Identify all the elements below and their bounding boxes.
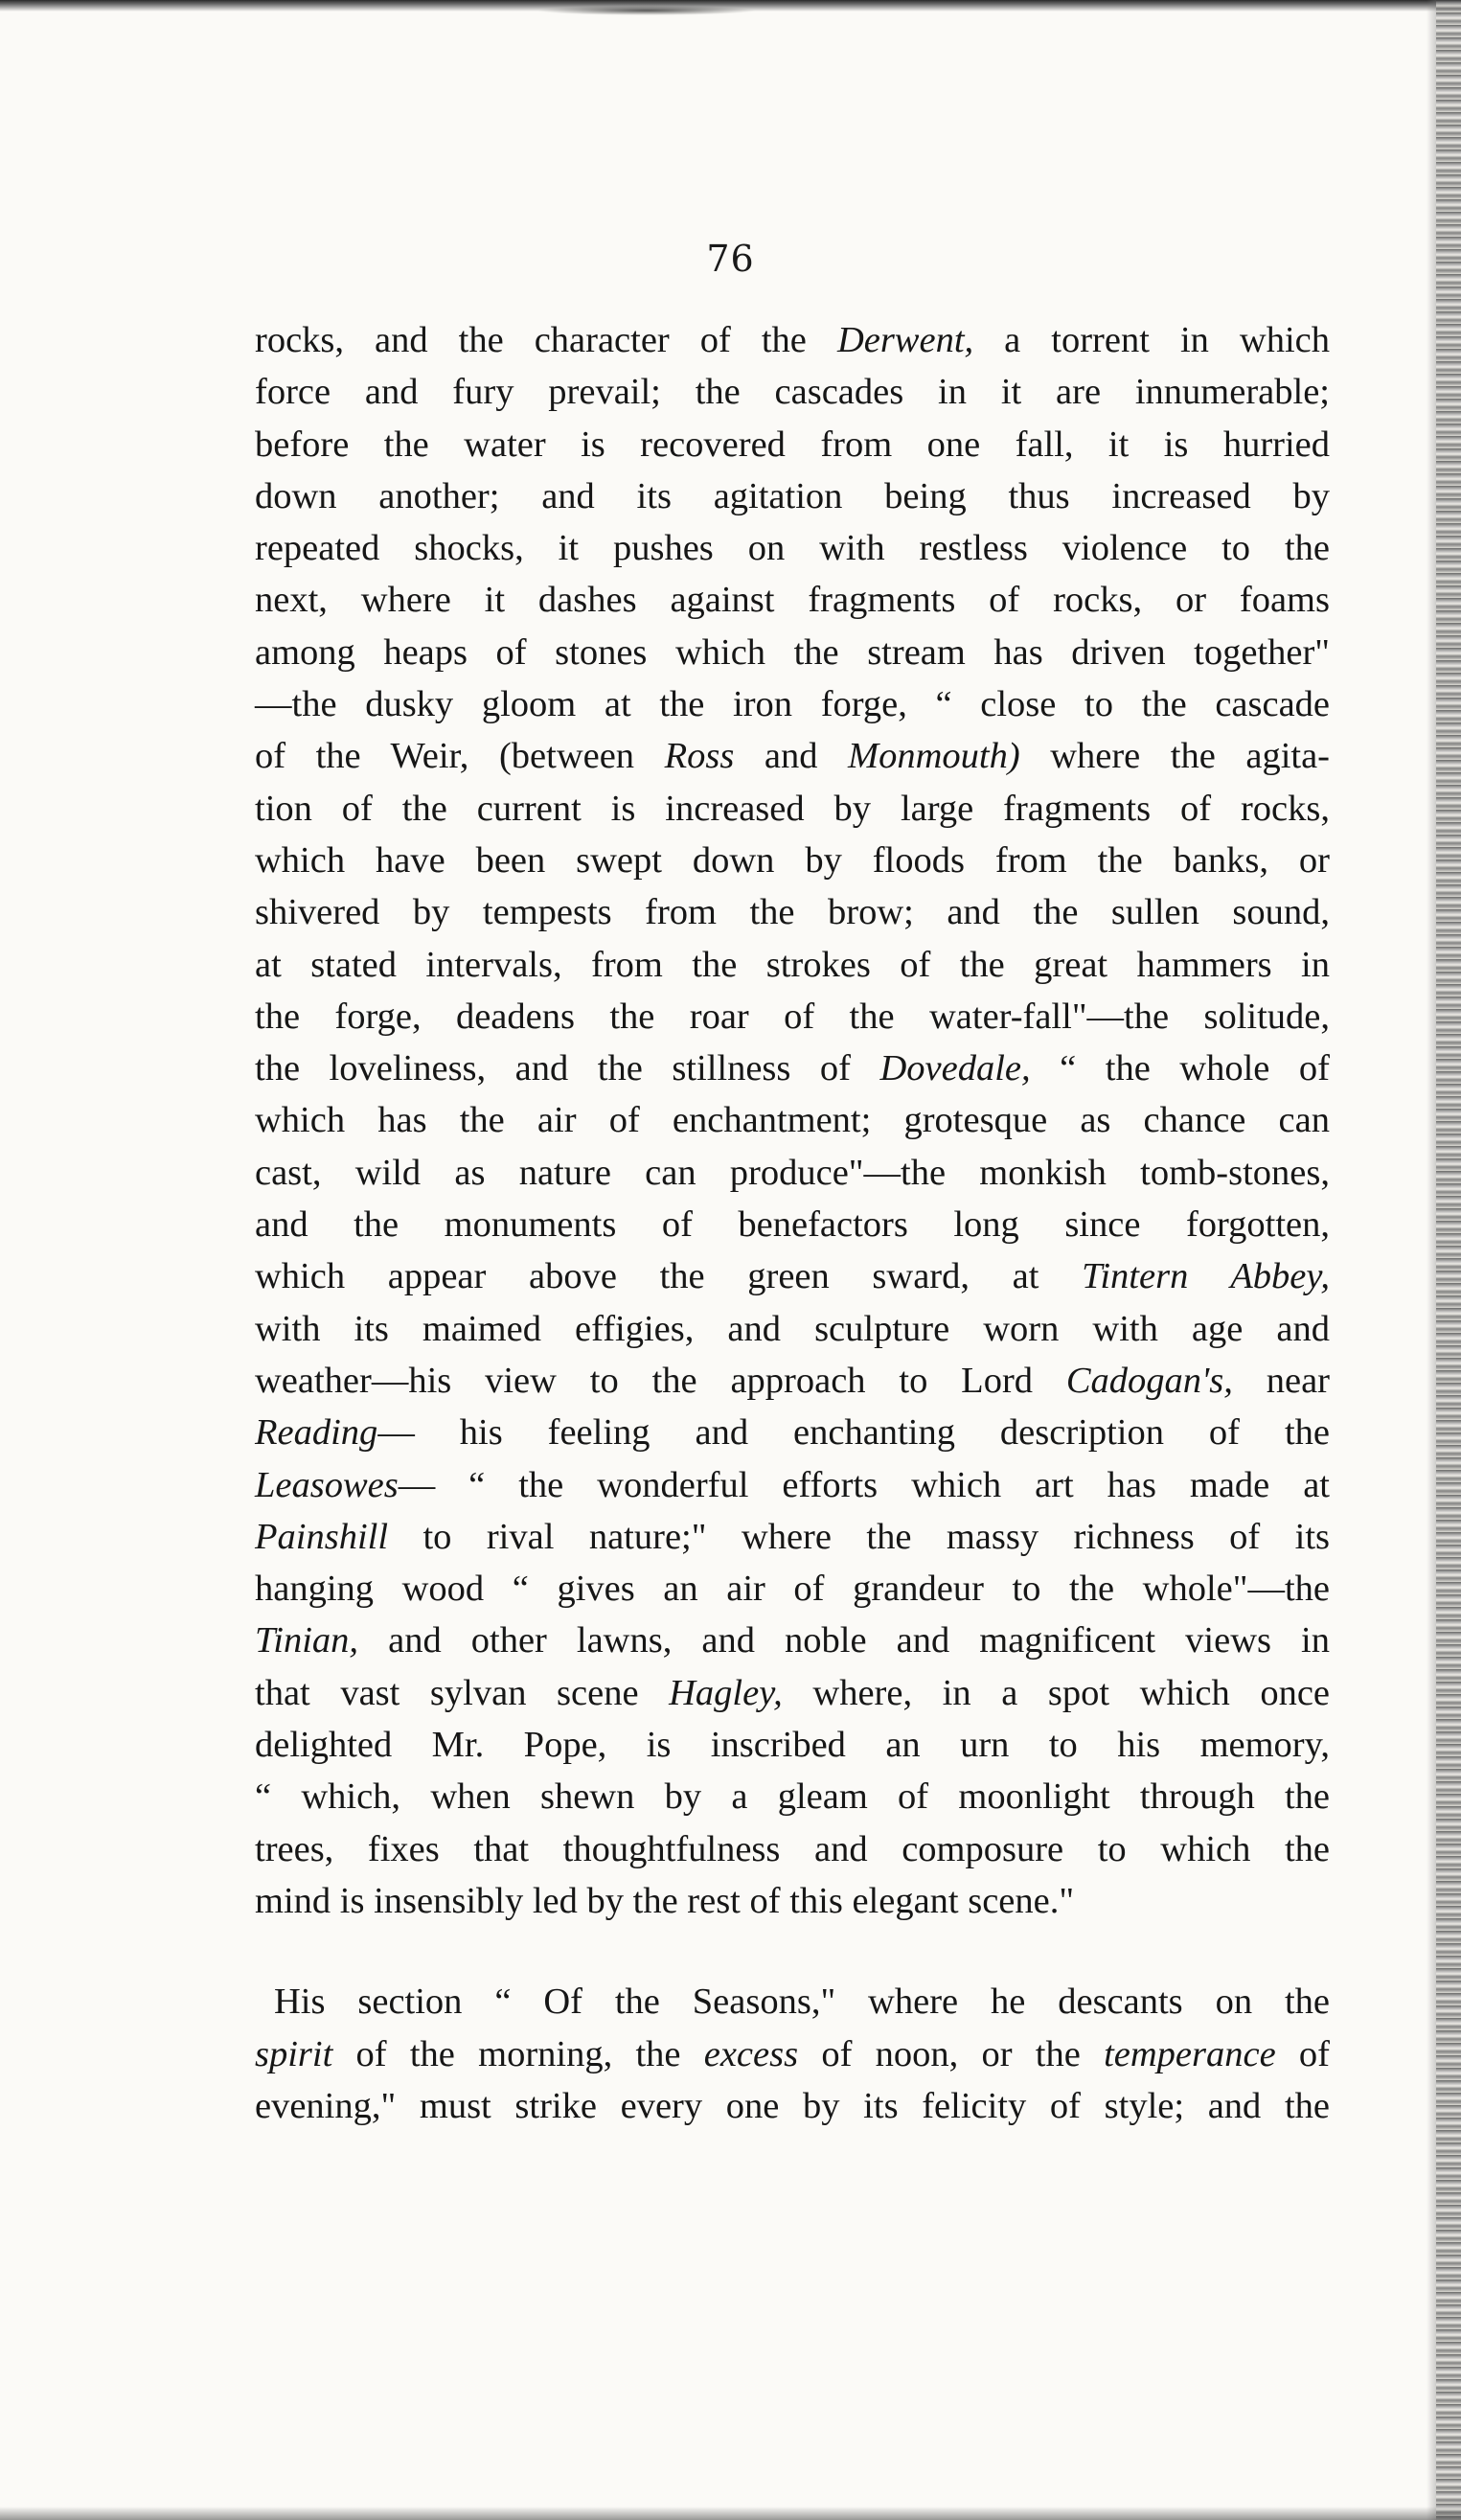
- text-line: [255, 783, 1330, 835]
- text-line: [255, 886, 1330, 938]
- page-gutter-shadow: [1427, 0, 1436, 2520]
- text-run: mind is insensibly led by the rest of this elegant scene.": [255, 1880, 1075, 1921]
- text-line: [255, 2080, 1330, 2132]
- text-line: [255, 366, 1330, 418]
- text-run: —the dusky gloom at the iron forge, “ close to the cascade: [255, 684, 1330, 725]
- text-line: [255, 1976, 1330, 2027]
- text-line: [255, 1563, 1330, 1615]
- text-run: the forge, deadens the roar of the water-fall"—the solitude,: [255, 996, 1330, 1037]
- italic-text-run: Ross: [664, 736, 735, 777]
- italic-text-run: Tinian,: [255, 1620, 359, 1661]
- text-line: [255, 2028, 1330, 2080]
- italic-text-run: excess: [703, 2033, 799, 2074]
- italic-text-run: Monmouth): [848, 736, 1020, 777]
- text-run: which have been swept down by floods from the banks, or: [255, 839, 1330, 881]
- text-line: [255, 1407, 1330, 1458]
- italic-text-run: Reading: [255, 1412, 378, 1454]
- paragraph: [255, 1976, 1330, 2132]
- text-run: “ the whole of: [1030, 1048, 1330, 1089]
- text-line: [255, 991, 1330, 1042]
- text-run: — “ the wonderful efforts which art has made at: [398, 1464, 1330, 1505]
- text-run: weather—his view to the approach to Lord: [255, 1360, 1066, 1401]
- text-run: shivered by tempests from the brow; and the sullen sound,: [255, 892, 1330, 933]
- italic-text-run: Derwent,: [836, 320, 974, 360]
- text-line: [255, 939, 1330, 991]
- text-line: [255, 730, 1330, 782]
- text-line: [255, 1615, 1330, 1666]
- italic-text-run: temperance: [1104, 2033, 1276, 2074]
- text-run: to rival nature;" where the massy richness of its: [388, 1516, 1330, 1557]
- text-line: [255, 1511, 1330, 1563]
- text-run: down another; and its agitation being thus increased by: [255, 475, 1330, 516]
- text-run: and other lawns, and noble and magnificent views in: [358, 1620, 1330, 1661]
- text-run: trees, fixes that thoughtfulness and composure to which the: [255, 1828, 1330, 1869]
- text-run: at stated intervals, from the strokes of the great hammers in: [255, 944, 1330, 985]
- text-run: where, in a spot which once: [782, 1672, 1331, 1713]
- text-run: before the water is recovered from one fall, it is hurried: [255, 424, 1330, 465]
- text-run: evening," must strike every one by its felicity of style; and the: [255, 2085, 1330, 2126]
- text-run: of the morning, the: [332, 2033, 704, 2074]
- ink-smudge: [536, 6, 757, 15]
- page-right-edge: [1436, 0, 1461, 2520]
- text-line: [255, 1719, 1330, 1771]
- text-run: delighted Mr. Pope, is inscribed an urn to his memory,: [255, 1725, 1330, 1766]
- text-run: and the monuments of benefactors long since forgotten,: [255, 1204, 1330, 1246]
- text-run: the loveliness, and the stillness of: [255, 1048, 880, 1089]
- italic-text-run: Tintern Abbey,: [1082, 1256, 1330, 1297]
- text-line: [255, 1823, 1330, 1875]
- page-number: 76: [706, 238, 755, 280]
- text-run: “ which, when shewn by a gleam of moonlight through the: [255, 1776, 1330, 1818]
- italic-text-run: Cadogan's,: [1065, 1360, 1233, 1401]
- text-line: [255, 1042, 1330, 1094]
- text-line: [255, 1459, 1330, 1511]
- italic-text-run: Painshill: [255, 1516, 389, 1557]
- text-run: of: [1275, 2033, 1330, 2074]
- text-line: [255, 1250, 1330, 1302]
- text-run: which appear above the green sward, at: [255, 1256, 1083, 1297]
- text-line: [255, 1875, 1330, 1927]
- page-bottom-edge: [0, 2507, 1461, 2520]
- text-run: — his feeling and enchanting description of the: [377, 1412, 1330, 1454]
- text-line: [255, 1771, 1330, 1822]
- text-line: [255, 522, 1330, 574]
- text-run: with its maimed effigies, and sculpture worn with age and: [255, 1308, 1330, 1349]
- text-line: [255, 1667, 1330, 1719]
- paragraph-gap: [255, 1927, 1330, 1976]
- text-run: of noon, or the: [798, 2033, 1105, 2074]
- text-run: near: [1232, 1360, 1330, 1401]
- text-line: [255, 1199, 1330, 1250]
- text-run: where the agita-: [1019, 736, 1330, 777]
- text-line: [255, 678, 1330, 730]
- text-run: a torrent in which: [973, 320, 1331, 360]
- text-run: among heaps of stones which the stream has driven together": [255, 631, 1330, 673]
- text-run: of the Weir, (between: [255, 736, 665, 777]
- text-line: [255, 1147, 1330, 1199]
- paragraph: [255, 314, 1330, 1927]
- text-run: next, where it dashes against fragments of rocks, or foams: [255, 580, 1330, 621]
- text-run: that vast sylvan scene: [255, 1672, 670, 1713]
- text-line: [255, 627, 1330, 678]
- text-run: and: [734, 736, 848, 777]
- text-run: repeated shocks, it pushes on with restless violence to the: [255, 528, 1330, 569]
- text-line: [255, 470, 1330, 522]
- text-run: tion of the current is increased by large fragments of rocks,: [255, 788, 1330, 829]
- text-run: His section “ Of the Seasons," where he descants on the: [274, 1982, 1330, 2023]
- text-run: which has the air of enchantment; grotesque as chance can: [255, 1100, 1330, 1141]
- text-line: [255, 314, 1330, 366]
- body-text: [255, 314, 1330, 2132]
- italic-text-run: Hagley,: [669, 1672, 783, 1713]
- italic-text-run: Leasowes: [255, 1464, 399, 1505]
- text-run: hanging wood “ gives an air of grandeur to the whole"—the: [255, 1569, 1330, 1610]
- text-line: [255, 1355, 1330, 1407]
- text-line: [255, 574, 1330, 626]
- text-line: [255, 1303, 1330, 1355]
- text-run: cast, wild as nature can produce"—the monkish tomb-stones,: [255, 1152, 1330, 1193]
- text-line: [255, 1094, 1330, 1146]
- text-line: [255, 419, 1330, 470]
- text-run: force and fury prevail; the cascades in it are innumerable;: [255, 372, 1330, 413]
- text-run: rocks, and the character of the: [255, 320, 837, 360]
- italic-text-run: spirit: [255, 2033, 333, 2074]
- italic-text-run: Dovedale,: [879, 1048, 1031, 1089]
- text-line: [255, 835, 1330, 886]
